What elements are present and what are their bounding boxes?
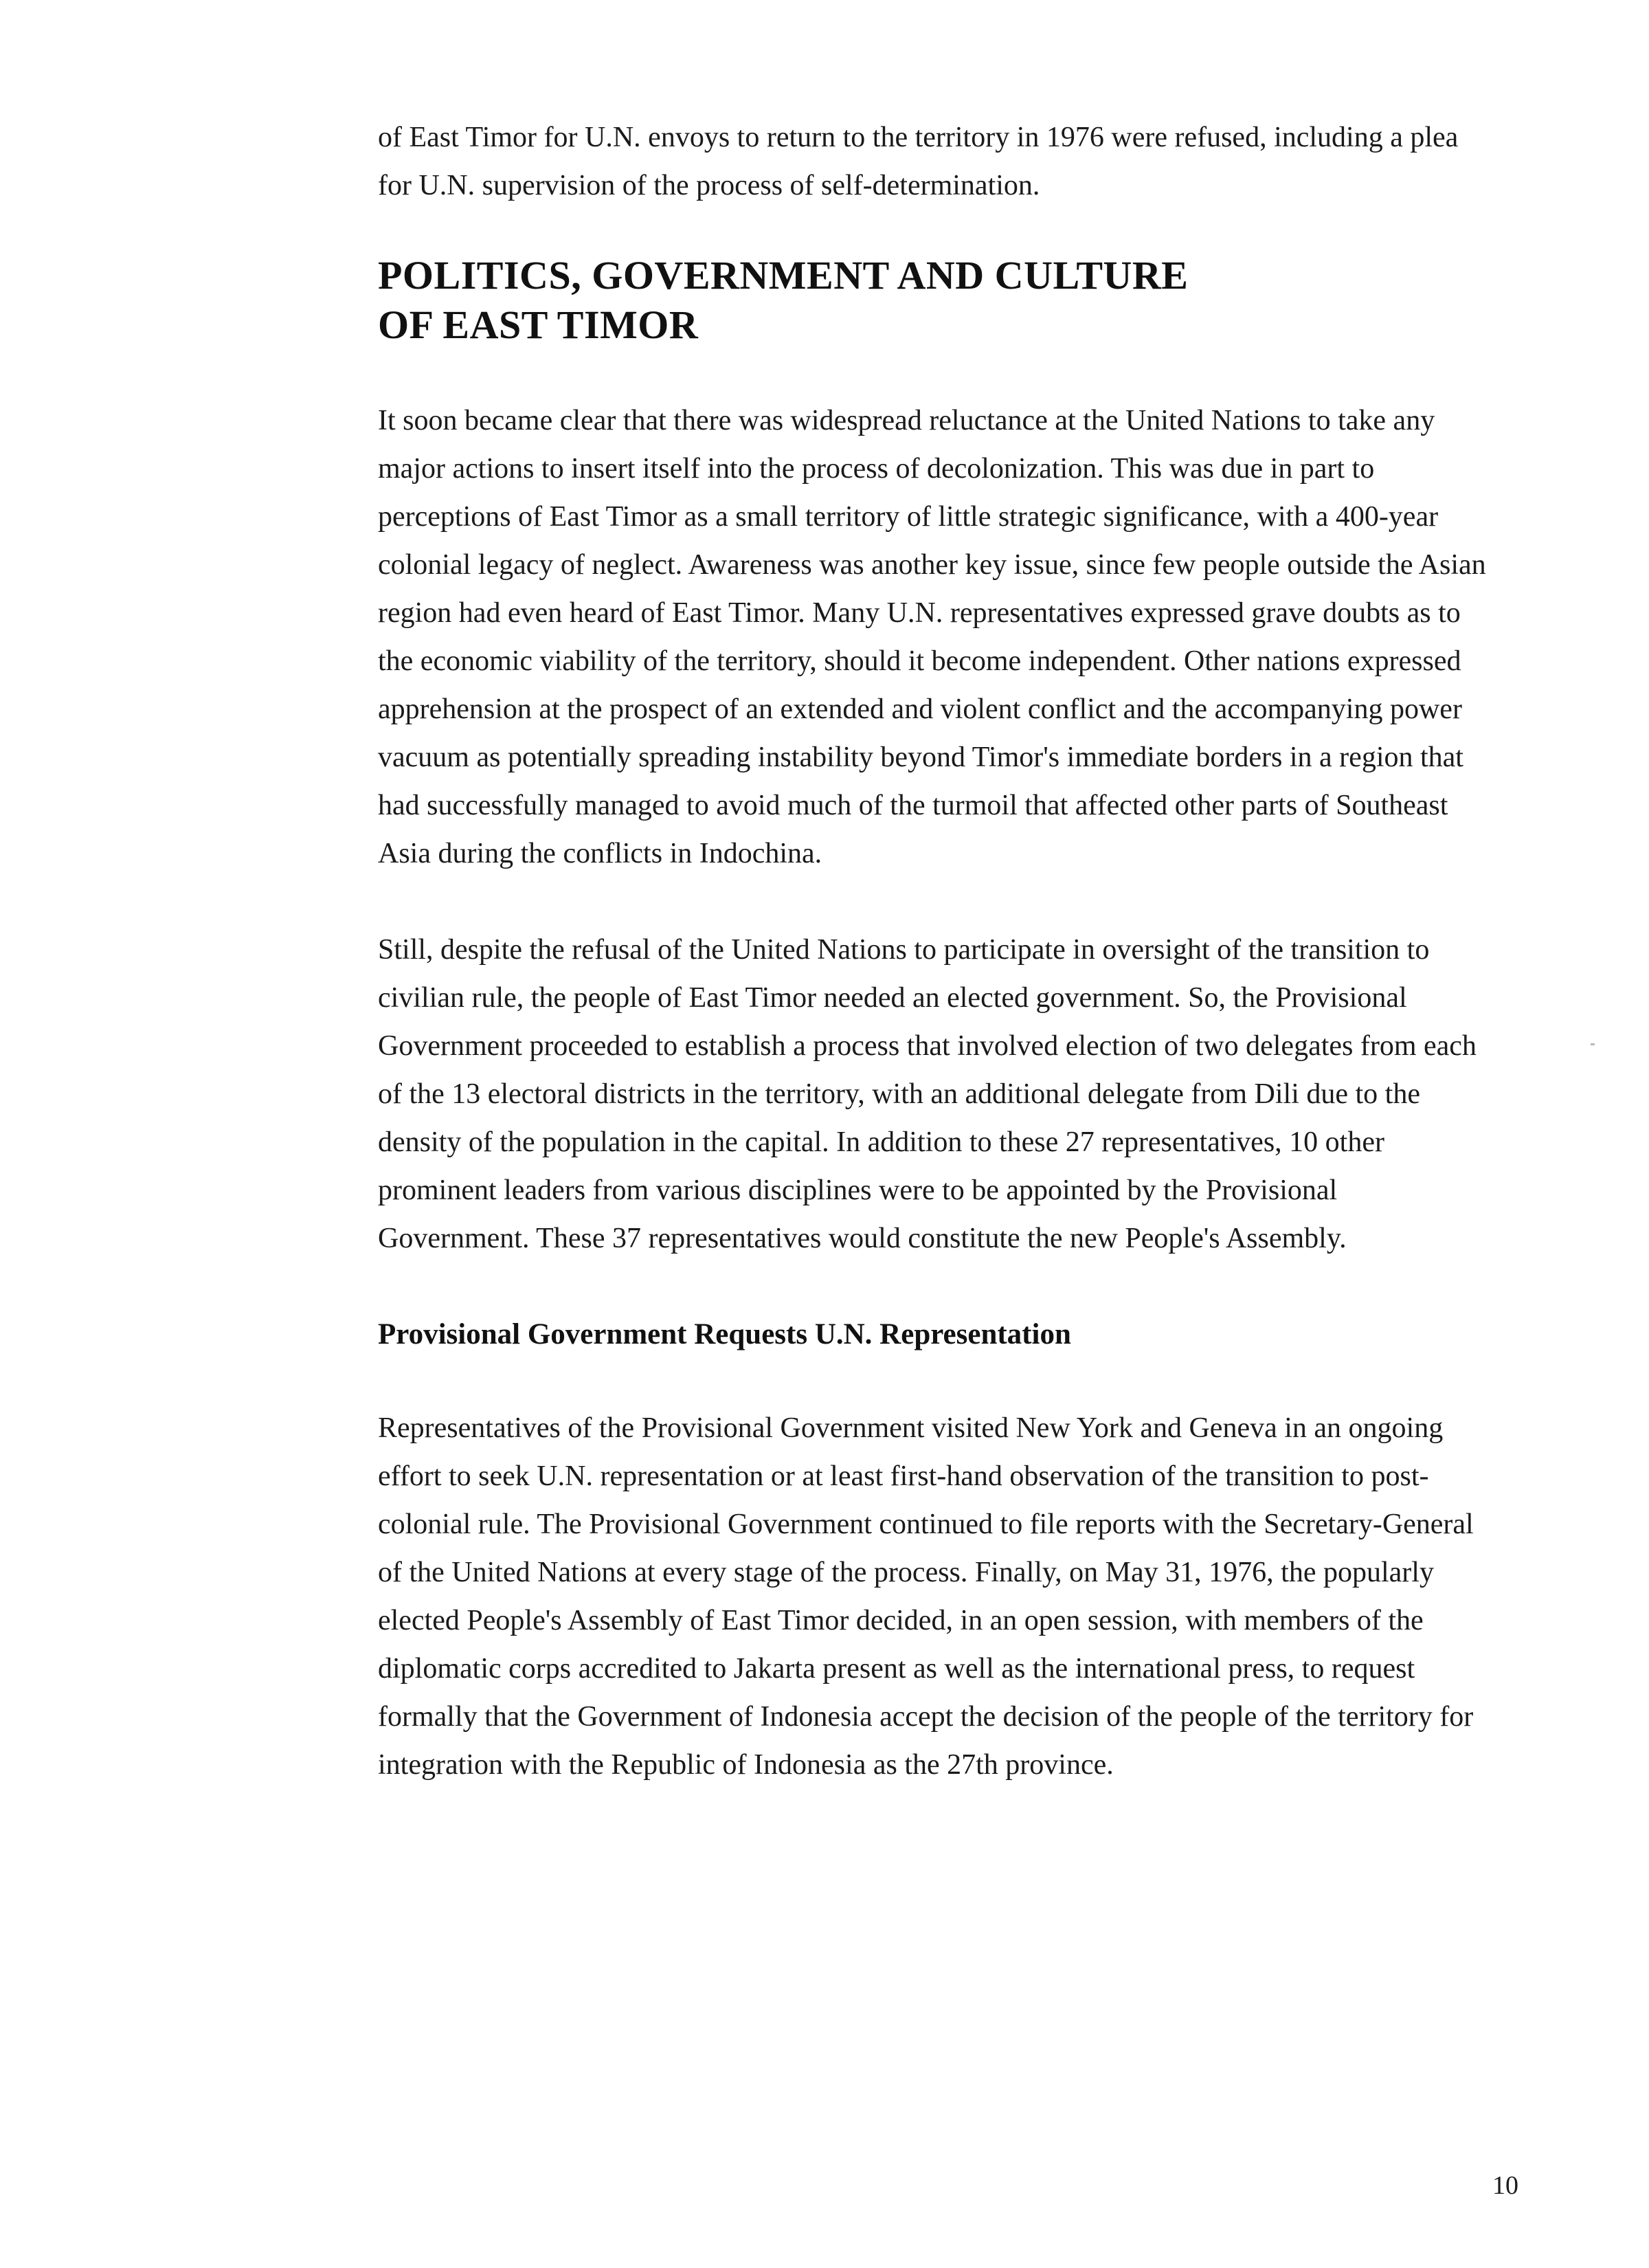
intro-paragraph: of East Timor for U.N. envoys to return to the territory in 1976 were refused, including a plea for U.N. supervision of the process of self-determination.: [378, 122, 1459, 201]
body-paragraph-2: Still, despite the refusal of the United Nations to participate in oversight of the transition to civilian rule, the people of East Timor needed an elected government. So, the Provisional Government proceeded to establish a process that involved election of two delegates from each of the 13 electoral districts in the territory, with an additional delegate from Dili due to the density of the population in the capital. In addition to these 27 representatives, 10 other prominent leaders from various disciplines were to be appointed by the Provisional Government. These 37 representatives would constitute the new People's Assembly.: [378, 934, 1477, 1254]
body-paragraph-1: It soon became clear that there was widespread reluctance at the United Nations to take any major actions to insert itself into the process of decolonization. This was due in part to perceptions of East Timor as a small territory of little strategic significance, with a 400-year colonial legacy of neglect. Awareness was another key issue, since few people outside the Asian region had even heard of East Timor. Many U.N. representatives expressed grave doubts as to the economic viability of the territory, should it become independent. Other nations expressed apprehension at the prospect of an extended and violent conflict and the accompanying power vacuum as potentially spreading instability beyond Timor's immediate borders in a region that had successfully managed to avoid much of the turmoil that affected other parts of Southeast Asia during the conflicts in Indochina.: [378, 405, 1486, 869]
subheading: Provisional Government Requests U.N. Representation: [378, 1318, 1071, 1350]
section-heading-line-1: POLITICS, GOVERNMENT AND CULTURE: [378, 253, 1189, 298]
page-number: 10: [1492, 2171, 1518, 2200]
section-heading-line-2: OF EAST TIMOR: [378, 302, 699, 347]
section-heading: [378, 251, 1491, 350]
scan-speck: [1591, 1043, 1595, 1045]
body-paragraph-3: Representatives of the Provisional Government visited New York and Geneva in an ongoing effort to seek U.N. representation or at least first-hand observation of the transition to post-colonial rule. The Provisional Government continued to file reports with the Secretary-General of the United Nations at every stage of the process. Finally, on May 31, 1976, the popularly elected People's Assembly of East Timor decided, in an open session, with members of the diplomatic corps accredited to Jakarta present as well as the international press, to request formally that the Government of Indonesia accept the decision of the people of the territory for integration with the Republic of Indonesia as the 27th province.: [378, 1412, 1474, 1781]
page-content: [378, 113, 1491, 1789]
